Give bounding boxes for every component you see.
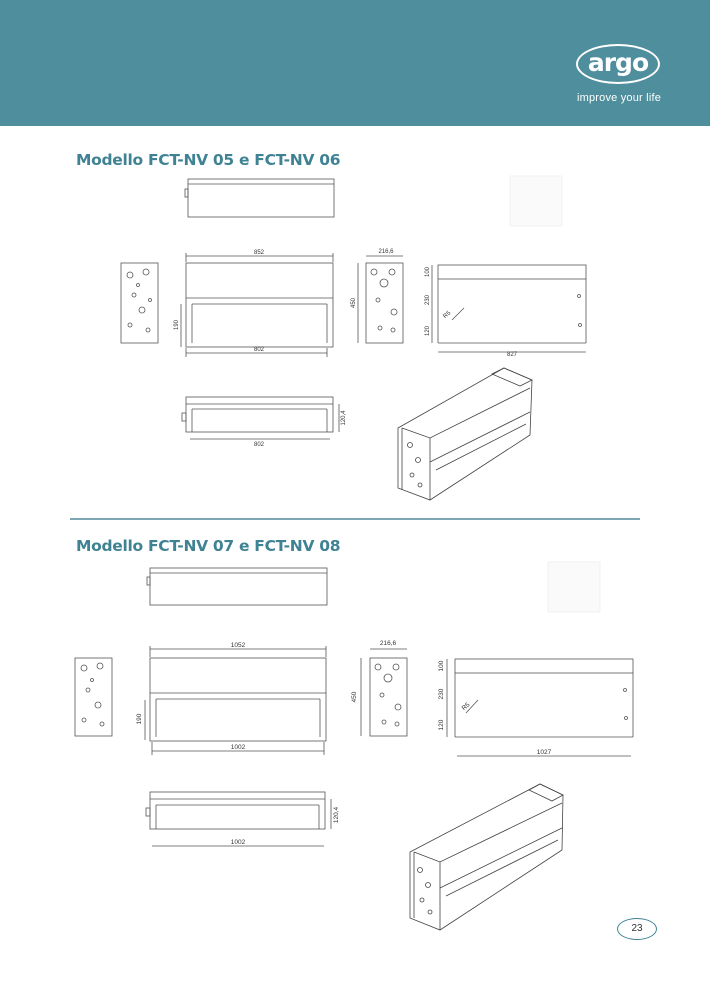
top-view-2 <box>147 568 327 605</box>
logo-wordmark: argo <box>587 48 649 77</box>
front-view-1 <box>181 253 333 357</box>
dim-profile-radius-2: R5 <box>460 701 472 713</box>
top-view-1 <box>185 179 334 217</box>
profile-view-2 <box>447 659 633 756</box>
dim-side-height-2: 450 <box>351 691 358 703</box>
dim-profile-bottom-1: 120 <box>425 325 431 337</box>
dim-front-side-height-1: 190 <box>174 319 180 331</box>
side-panel-right-2 <box>361 649 407 736</box>
side-panel-right-1 <box>358 256 403 343</box>
dim-profile-radius-1: R5 <box>442 310 453 320</box>
thumbnail-1 <box>510 176 562 226</box>
section-title-2: Modello FCT-NV 07 e FCT-NV 08 <box>76 537 341 555</box>
isometric-view-1 <box>398 368 532 500</box>
dim-side-depth-2: 216,6 <box>379 640 397 647</box>
isometric-view-2 <box>410 784 563 930</box>
section-title-1: Modello FCT-NV 05 e FCT-NV 06 <box>76 151 341 169</box>
bottom-view-2 <box>146 792 331 846</box>
dim-bottom-width-2: 1002 <box>230 839 246 846</box>
dim-bottom-height-1: 120,4 <box>341 410 347 426</box>
page-number: 23 <box>617 918 657 940</box>
dim-profile-top-2: 100 <box>438 660 445 672</box>
thumbnail-2 <box>548 562 600 612</box>
dim-bottom-height-2: 120,4 <box>333 806 340 824</box>
front-view-2 <box>145 646 326 755</box>
dim-profile-width-2: 1027 <box>536 749 552 756</box>
dim-front-inner-width-2: 1002 <box>230 744 246 751</box>
dim-front-width-2: 1052 <box>230 642 246 649</box>
dim-side-depth-1: 216,6 <box>378 249 394 255</box>
dim-front-width-1: 852 <box>253 250 265 256</box>
dim-profile-width-1: 827 <box>506 352 518 358</box>
dim-profile-top-1: 100 <box>425 266 431 278</box>
dim-front-side-height-2: 190 <box>136 713 143 725</box>
dim-profile-bottom-2: 120 <box>438 719 445 731</box>
bottom-view-1 <box>182 397 339 439</box>
dim-bottom-width-1: 802 <box>253 442 265 448</box>
logo-tagline: improve your life <box>576 92 662 104</box>
dim-side-height-1: 450 <box>351 297 357 309</box>
dim-front-inner-width-1: 802 <box>253 347 265 353</box>
dim-profile-mid-2: 230 <box>438 688 445 700</box>
dim-profile-mid-1: 230 <box>425 294 431 306</box>
side-panel-left-2 <box>75 658 112 736</box>
profile-view-1 <box>432 265 586 352</box>
side-panel-left-1 <box>121 263 158 343</box>
